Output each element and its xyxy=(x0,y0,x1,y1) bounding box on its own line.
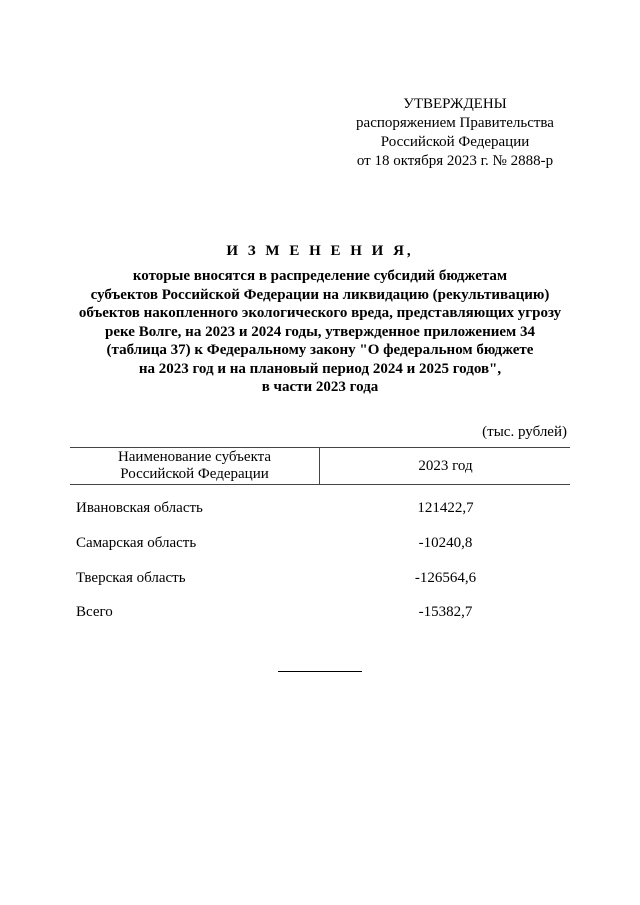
heading-line: которые вносятся в распределение субсидий бюджетам xyxy=(132,268,508,284)
heading-title: И З М Е Н Е Н И Я, xyxy=(226,243,414,259)
table-row-total xyxy=(70,604,570,639)
region-name: Самарская область xyxy=(76,534,197,551)
heading-line: реке Волге, на 2023 и 2024 годы, утвержденное приложением 34 xyxy=(105,323,535,340)
total-value: -15382,7 xyxy=(418,604,473,621)
approval-title: УТВЕРЖДЕНЫ xyxy=(403,96,507,112)
column-header-year: 2023 год xyxy=(418,458,473,474)
end-divider xyxy=(278,671,362,672)
heading-line: (таблица 37) к Федеральному закону "О федеральном бюджете xyxy=(106,342,534,358)
heading-line: в части 2023 года xyxy=(261,379,379,395)
approval-block xyxy=(340,95,570,171)
column-header-region-line: Российской Федерации xyxy=(120,466,269,482)
heading-line: на 2023 год и на плановый период 2024 и 2025 годов", xyxy=(138,360,502,377)
column-header-region xyxy=(70,448,320,484)
column-header-region-line: Наименование субъекта xyxy=(117,449,272,465)
heading-line: объектов накопленного экологического вреда, представляющих угрозу xyxy=(78,305,562,321)
subsidy-value: 121422,7 xyxy=(417,500,474,516)
approval-line: распоряжением Правительства xyxy=(356,115,554,131)
region-name: Ивановская область xyxy=(76,500,203,516)
approval-line: Российской Федерации xyxy=(380,134,530,150)
total-label: Всего xyxy=(76,604,113,621)
region-name: Тверская область xyxy=(76,569,186,586)
document-heading xyxy=(60,241,580,397)
heading-line: субъектов Российской Федерации на ликвидацию (рекультивацию) xyxy=(90,286,550,303)
table-row xyxy=(70,500,570,535)
table-row xyxy=(70,535,570,570)
units-label: (тыс. рублей) xyxy=(482,424,567,440)
approval-date: от 18 октября 2023 г. № 2888-р xyxy=(356,153,554,169)
table-body xyxy=(70,500,570,639)
subsidy-value: -10240,8 xyxy=(418,534,473,551)
subsidy-value: -126564,6 xyxy=(414,569,477,586)
table-row xyxy=(70,570,570,605)
table-header xyxy=(70,447,570,485)
